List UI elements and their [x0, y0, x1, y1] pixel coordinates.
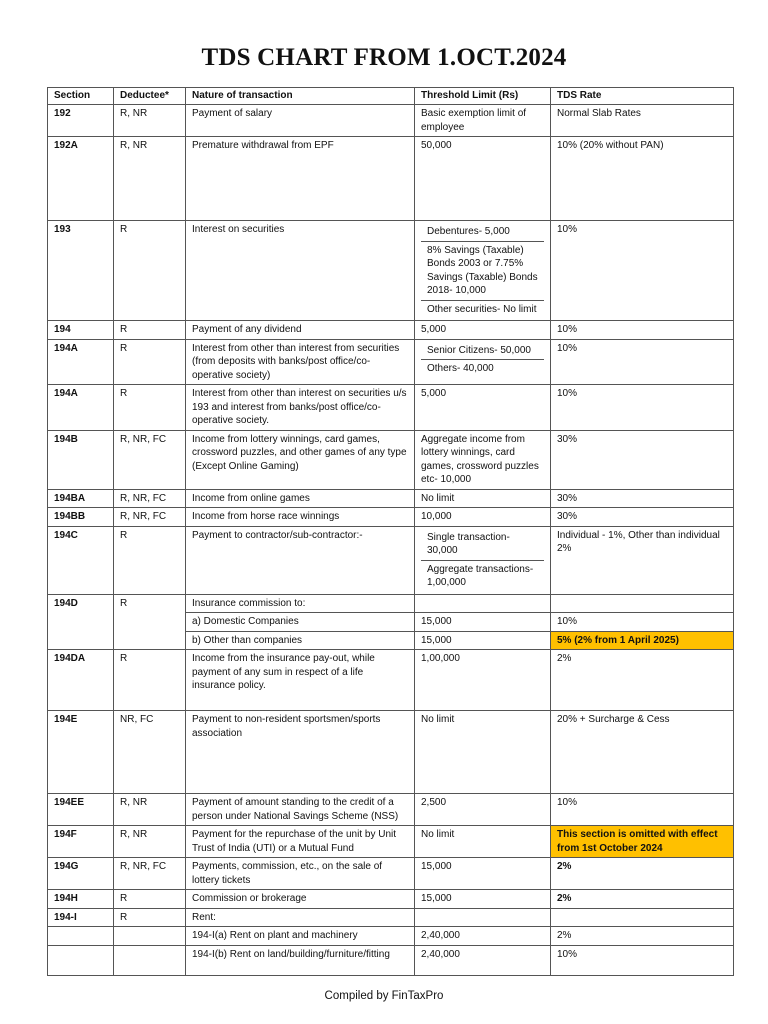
table-row: [48, 489, 734, 508]
threshold-sub: Debentures- 5,000: [427, 226, 510, 237]
threshold-cell: Basic exemption limit of employee: [415, 105, 551, 137]
section-cell: 194F: [48, 826, 114, 858]
nature-cell: 194-I(b) Rent on land/building/furniture/fitting: [186, 945, 415, 975]
rate-cell-highlight: This section is omitted with effect from 1st October 2024: [551, 826, 734, 858]
nature-cell: Payments, commission, etc., on the sale of lottery tickets: [186, 858, 415, 890]
deductee-cell: NR, FC: [114, 711, 186, 794]
section-cell: [48, 927, 114, 946]
threshold-cell: [415, 526, 551, 594]
table-row: [48, 908, 734, 927]
threshold-cell: 15,000: [415, 631, 551, 650]
deductee-cell: R, NR, FC: [114, 489, 186, 508]
threshold-sub: Others- 40,000: [421, 359, 544, 378]
deductee-cell: R: [114, 339, 186, 385]
deductee-cell: [114, 927, 186, 946]
deductee-cell: R, NR: [114, 794, 186, 826]
table-row: [48, 650, 734, 711]
threshold-cell: 2,40,000: [415, 927, 551, 946]
nature-cell: Interest from other than interest on securities u/s 193 and interest from banks/post office/co-operative society.: [186, 385, 415, 431]
section-cell: 194A: [48, 339, 114, 385]
section-cell: 194EE: [48, 794, 114, 826]
threshold-cell: [415, 339, 551, 385]
deductee-cell: [114, 945, 186, 975]
rate-cell: 10%: [551, 321, 734, 340]
threshold-cell: 10,000: [415, 508, 551, 527]
threshold-cell: [415, 221, 551, 321]
section-cell: 194G: [48, 858, 114, 890]
threshold-sub: 8% Savings (Taxable) Bonds 2003 or 7.75% Savings (Taxable) Bonds 2018- 10,000: [421, 241, 544, 300]
tds-table: [47, 87, 734, 976]
rate-cell: 30%: [551, 508, 734, 527]
table-row: [48, 594, 734, 613]
rate-cell: 10% (20% without PAN): [551, 137, 734, 221]
rate-cell: 10%: [551, 613, 734, 632]
header-deductee: Deductee*: [114, 88, 186, 105]
section-cell: 194D: [48, 594, 114, 650]
nature-cell: Income from horse race winnings: [186, 508, 415, 527]
table-row: [48, 890, 734, 909]
section-cell: 193: [48, 221, 114, 321]
nature-cell: Interest from other than interest from securities (from deposits with banks/post office/co-operative society): [186, 339, 415, 385]
threshold-cell: 5,000: [415, 321, 551, 340]
rate-cell: 2%: [551, 927, 734, 946]
nature-cell: Insurance commission to:: [186, 594, 415, 613]
threshold-sub: Single transaction- 30,000: [427, 531, 510, 556]
rate-cell: 2%: [551, 890, 734, 909]
threshold-cell: 15,000: [415, 858, 551, 890]
deductee-cell: R, NR, FC: [114, 858, 186, 890]
section-cell: 194: [48, 321, 114, 340]
section-cell: 194BB: [48, 508, 114, 527]
rate-cell: 10%: [551, 221, 734, 321]
table-row: [48, 221, 734, 321]
threshold-cell: Aggregate income from lottery winnings, card games, crossword puzzles etc- 10,000: [415, 430, 551, 489]
threshold-sub: Senior Citizens- 50,000: [427, 344, 531, 356]
rate-cell: 20% + Surcharge & Cess: [551, 711, 734, 794]
table-row: [48, 927, 734, 946]
nature-cell: Income from online games: [186, 489, 415, 508]
table-row: [48, 794, 734, 826]
deductee-cell: R, NR: [114, 826, 186, 858]
table-row: [48, 321, 734, 340]
section-cell: 192A: [48, 137, 114, 221]
page-title: TDS CHART FROM 1.OCT.2024: [201, 44, 567, 71]
table-row: [48, 826, 734, 858]
threshold-sub: Other securities- No limit: [421, 300, 544, 319]
deductee-cell: R: [114, 385, 186, 431]
threshold-cell: 15,000: [415, 613, 551, 632]
rate-cell: 30%: [551, 430, 734, 489]
table-row: [48, 137, 734, 221]
table-row: [48, 858, 734, 890]
deductee-cell: R, NR, FC: [114, 508, 186, 527]
nature-cell: Commission or brokerage: [186, 890, 415, 909]
section-cell: 192: [48, 105, 114, 137]
rate-cell: 2%: [551, 858, 734, 890]
nature-cell: Income from lottery winnings, card games, crossword puzzles, and other games of any type (Except Online Gaming): [186, 430, 415, 489]
nature-cell: Rent:: [186, 908, 415, 927]
deductee-cell: R, NR, FC: [114, 430, 186, 489]
deductee-cell: R: [114, 594, 186, 650]
rate-cell: Normal Slab Rates: [551, 105, 734, 137]
table-row: [48, 945, 734, 975]
nature-cell: Premature withdrawal from EPF: [186, 137, 415, 221]
threshold-cell: [415, 908, 551, 927]
nature-cell: Payment for the repurchase of the unit by Unit Trust of India (UTI) or a Mutual Fund: [186, 826, 415, 858]
deductee-cell: R: [114, 321, 186, 340]
rate-cell: 10%: [551, 385, 734, 431]
deductee-cell: R: [114, 650, 186, 711]
header-section: Section: [48, 88, 114, 105]
rate-cell: [551, 594, 734, 613]
section-cell: 194C: [48, 526, 114, 594]
header-nature: Nature of transaction: [186, 88, 415, 105]
nature-cell: Income from the insurance pay-out, while payment of any sum in respect of a life insurance policy.: [186, 650, 415, 711]
deductee-cell: R: [114, 221, 186, 321]
table-header-row: [48, 88, 734, 105]
threshold-cell: 5,000: [415, 385, 551, 431]
section-cell: 194H: [48, 890, 114, 909]
table-row: [48, 508, 734, 527]
deductee-cell: R: [114, 908, 186, 927]
nature-cell: Payment to non-resident sportsmen/sports association: [186, 711, 415, 794]
nature-cell: 194-I(a) Rent on plant and machinery: [186, 927, 415, 946]
rate-cell: 10%: [551, 945, 734, 975]
table-row: [48, 385, 734, 431]
threshold-sub: Aggregate transactions- 1,00,000: [421, 560, 544, 592]
section-cell: 194DA: [48, 650, 114, 711]
nature-cell: Payment of amount standing to the credit of a person under National Savings Scheme (NSS): [186, 794, 415, 826]
table-row: [48, 339, 734, 385]
threshold-cell: 2,500: [415, 794, 551, 826]
rate-cell: 2%: [551, 650, 734, 711]
deductee-cell: R, NR: [114, 137, 186, 221]
nature-cell: Payment of any dividend: [186, 321, 415, 340]
rate-cell: Individual - 1%, Other than individual 2%: [551, 526, 734, 594]
deductee-cell: R: [114, 890, 186, 909]
footer-credit: Compiled by FinTaxPro: [324, 990, 444, 1002]
threshold-cell: [415, 594, 551, 613]
table-row: [48, 711, 734, 794]
nature-cell: b) Other than companies: [186, 631, 415, 650]
threshold-cell: 50,000: [415, 137, 551, 221]
header-rate: TDS Rate: [551, 88, 734, 105]
table-row: [48, 526, 734, 594]
nature-cell: a) Domestic Companies: [186, 613, 415, 632]
section-cell: 194-I: [48, 908, 114, 927]
rate-cell: [551, 908, 734, 927]
header-threshold: Threshold Limit (Rs): [415, 88, 551, 105]
threshold-cell: No limit: [415, 489, 551, 508]
rate-cell: 30%: [551, 489, 734, 508]
rate-cell: 10%: [551, 794, 734, 826]
rate-cell: 10%: [551, 339, 734, 385]
section-cell: [48, 945, 114, 975]
section-cell: 194A: [48, 385, 114, 431]
section-cell: 194B: [48, 430, 114, 489]
deductee-cell: R: [114, 526, 186, 594]
section-cell: 194BA: [48, 489, 114, 508]
table-row: [48, 430, 734, 489]
nature-cell: Interest on securities: [186, 221, 415, 321]
threshold-cell: 15,000: [415, 890, 551, 909]
nature-cell: Payment to contractor/sub-contractor:-: [186, 526, 415, 594]
deductee-cell: R, NR: [114, 105, 186, 137]
table-row: [48, 105, 734, 137]
threshold-cell: No limit: [415, 826, 551, 858]
threshold-cell: No limit: [415, 711, 551, 794]
rate-cell-highlight: 5% (2% from 1 April 2025): [551, 631, 734, 650]
threshold-cell: 2,40,000: [415, 945, 551, 975]
nature-cell: Payment of salary: [186, 105, 415, 137]
threshold-cell: 1,00,000: [415, 650, 551, 711]
section-cell: 194E: [48, 711, 114, 794]
